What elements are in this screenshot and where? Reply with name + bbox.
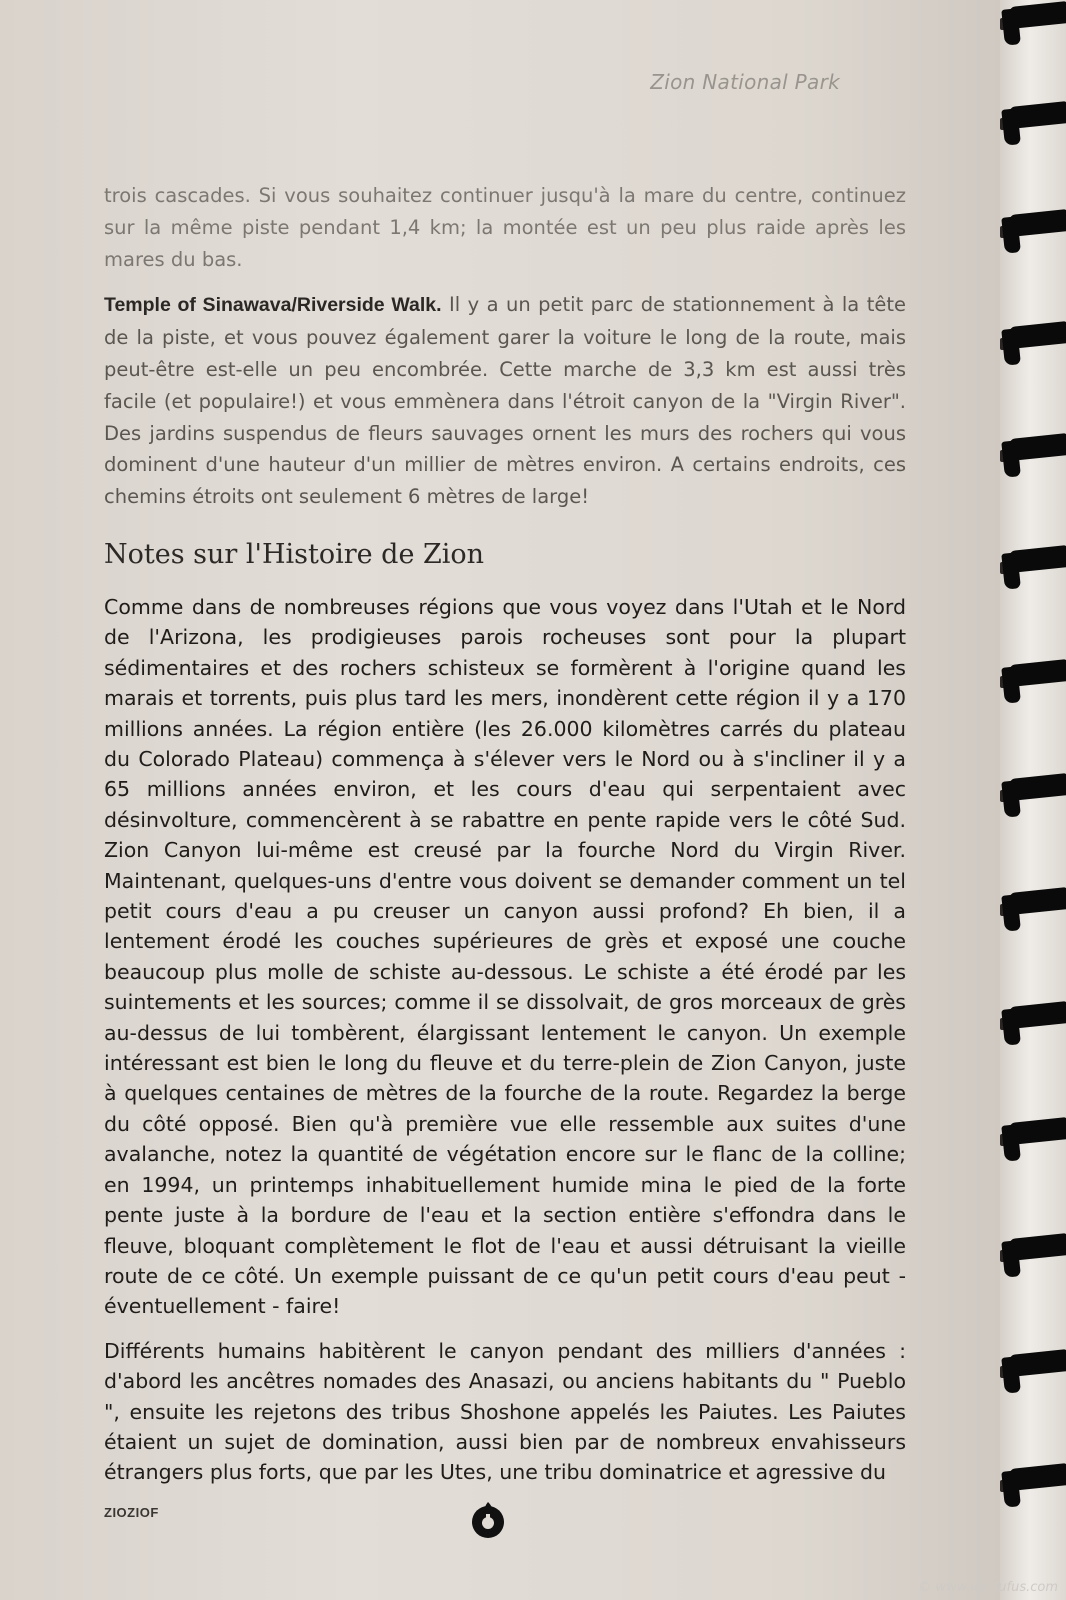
paragraph-inhabitants: Différents humains habitèrent le canyon pendant des milliers d'années : d'abord les ancêtres nomades des Anasazi, ou anciens habitants du " Pueblo ", ensuite les rejetons des tribus Shoshone appelés les Paiutes. Les Paiutes étaient un sujet de domination, aussi bien par de nombreux envahisseurs étrangers plus forts, que par les Utes, une tribu dominatrice et agressive du bbox=[104, 1338, 906, 1485]
paragraph-cascades: trois cascades. Si vous souhaitez continuer jusqu'à la mare du centre, continuez sur la même piste pendant 1,4 km; la montée est un peu plus raide après les mares du bas. bbox=[104, 184, 906, 271]
watermark: © www.les-fufus.com bbox=[918, 1580, 1058, 1595]
binding-coil bbox=[1009, 545, 1066, 573]
binding-coil bbox=[1009, 101, 1066, 129]
footer-folio: ZIOZIOF bbox=[104, 1505, 159, 1520]
binding-coil bbox=[1009, 659, 1066, 687]
section-heading: Notes sur l'Histoire de Zion bbox=[104, 538, 485, 570]
paragraph-history: Comme dans de nombreuses régions que vous voyez dans l'Utah et le Nord de l'Arizona, les prodigieuses parois rocheuses sont pour la plupart sédimentaires et des rochers schisteux se formèrent à l'origine quand les marais et torrents, puis plus tard les mers, inondèrent cette région il y a 170 millions années. La région entière (les 26.000 kilomètres carrés du plateau du Colorado Plateau) commença à s'élever vers le Nord ou à s'incliner il y a 65 millions années environ, et les cours d'eau qui serpentaient avec désinvolture, commencèrent à se rabattre en pente rapide vers le côté Sud. Zion Canyon lui-même est creusé par la fourche Nord du Virgin River. Maintenant, quelques-uns d'entre vous doivent se demander comment un tel petit cours d'eau a pu creuser un canyon aussi profond? Eh bien, il a lentement érodé les couches supérieures de grès et exposé une couche beaucoup plus molle de schiste au-dessous. Le schiste a été érodé par les suintements et les sources; comme il se dissolvait, de gros morceaux de grès au-dessus de lui tombèrent, élargissant lentement le canyon. Un exemple intéressant est bien le long du fleuve et du terre-plein de Zion Canyon, juste à quelques centaines de mètres de la fourche de la route. Regardez la berge du côté opposé. Bien qu'à première vue elle ressemble aux suites d'une avalanche, notez la quantité de végétation encore sur le flanc de la colline; en 1994, un printemps inhabituellement humide mina le pied de la forte pente juste à la bordure de l'eau et la section entière s'effondra dans le fleuve, bloquant complètement le flot de l'eau et aussi détruisant la vieille route de ce côté. Un exemple puissant de ce qu'un petit cours d'eau peut - éventuellement - faire! bbox=[104, 594, 906, 1319]
binding-coil bbox=[1009, 887, 1066, 915]
runin-heading: Temple of Sinawava/Riverside Walk. bbox=[104, 294, 442, 317]
binding-coil bbox=[1009, 209, 1066, 237]
binding-coil bbox=[1009, 1, 1066, 29]
binding-coil bbox=[1009, 773, 1066, 801]
binding-coil bbox=[1009, 1001, 1066, 1029]
paragraph-riverside-walk bbox=[104, 289, 906, 513]
running-head: Zion National Park bbox=[650, 70, 840, 94]
paragraph-riverside-text: Il y a un petit parc de stationnement à la tête de la piste, et vous pouvez également garer la voiture le long de la route, mais peut-être est-elle un peu encombrée. Cette marche de 3,3 km est aussi très facile (et populaire!) et vous emmènera dans l'étroit canyon de la "Virgin River". Des jardins suspendus de fleurs sauvages ornent les murs des rochers qui vous dominent d'une hauteur d'un millier de mètres environ. A certains endroits, ces chemins étroits ont seulement 6 mètres de large! bbox=[104, 293, 906, 509]
spiral-binding bbox=[996, 0, 1066, 1600]
page-body bbox=[104, 180, 906, 1502]
binding-coil bbox=[1009, 1117, 1066, 1145]
binding-coil bbox=[1009, 321, 1066, 349]
binding-coil bbox=[1009, 1233, 1066, 1261]
binding-coil bbox=[1009, 433, 1066, 461]
binding-coil bbox=[1009, 1349, 1066, 1377]
publisher-logo-icon bbox=[470, 1500, 506, 1540]
binding-coil bbox=[1009, 1463, 1066, 1491]
